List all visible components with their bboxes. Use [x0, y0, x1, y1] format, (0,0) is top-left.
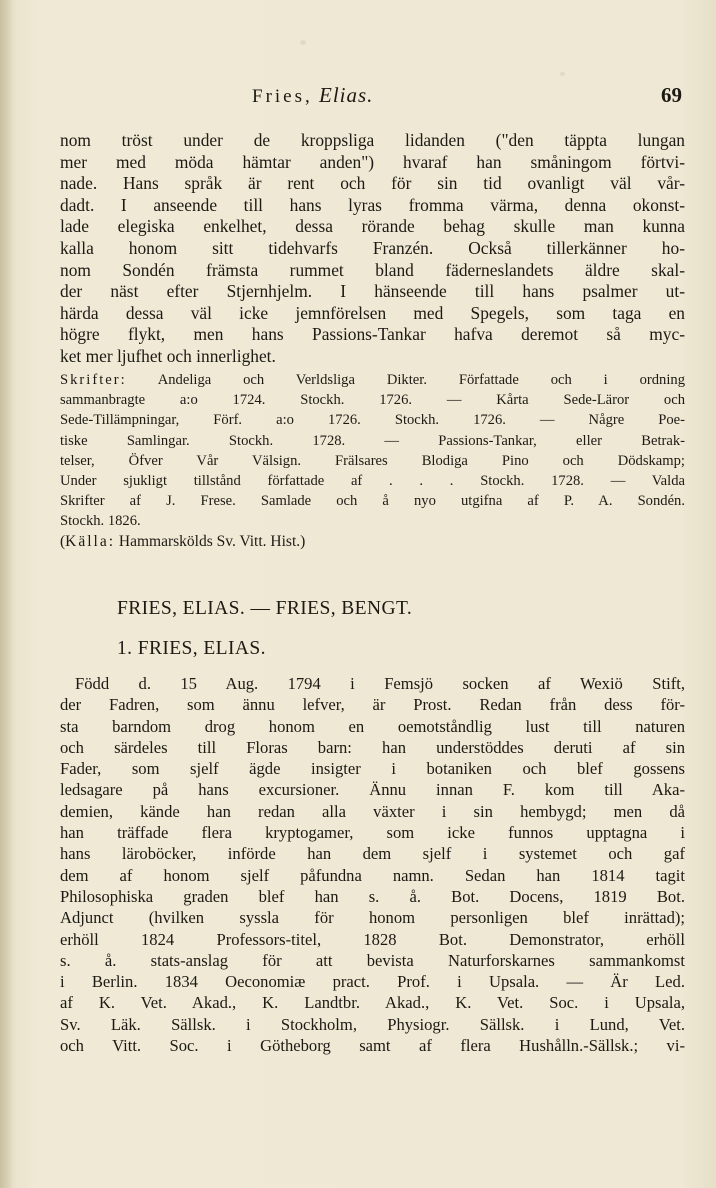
text-line: Philosophiska graden blef han s. å. Bot. Docens, 1819 Bot.: [60, 886, 685, 906]
text-line: Sede-Tillämpningar, Förf. a:o 1726. Stockh. 1726. — Någre Poe-: [60, 412, 685, 429]
text-line: han träffade flera kryptogamer, som icke funnos upptagna i: [60, 823, 685, 843]
text-line: mer med möda hämtar anden") hvaraf han småningom förtvi-: [60, 151, 685, 172]
text-line: telser, Öfver Vår Välsign. Frälsares Blodiga Pino och Dödskamp;: [60, 452, 685, 469]
writings-first-line: [60, 370, 685, 390]
text-line: ket mer ljufhet och innerlighet.: [60, 345, 276, 366]
text-line: af K. Vet. Akad., K. Landtbr. Akad., K. Vet. Soc. i Upsala,: [60, 993, 685, 1013]
writings-label: Skrifter:: [60, 372, 127, 388]
text-line: ledsagare på hans excursioner. Ännu innan F. kom till Aka-: [60, 780, 685, 800]
text-line: Född d. 15 Aug. 1794 i Femsjö socken af Wexiö Stift,: [75, 674, 685, 693]
entry-heading: 1. FRIES, ELIAS.: [117, 638, 266, 659]
text-line: sta barndom drog honom en oemotståndlig lust till naturen: [60, 716, 685, 736]
text-line: kalla honom sitt tidehvarfs Franzén. Också tillerkänner ho-: [60, 237, 685, 258]
writings-list: [60, 370, 685, 552]
text-line: och särdeles till Floras barn: han understöddes deruti af sin: [60, 737, 685, 757]
text-line: erhöll 1824 Professors-titel, 1828 Bot. Demonstrator, erhöll: [60, 929, 685, 949]
text-line: Adjunct (hvilken syssla för honom personligen blef inrättad);: [60, 908, 685, 928]
source-line: [60, 532, 685, 552]
text-line: s. å. stats-anslag för att bevista Naturforskarnes sammankomst: [60, 950, 685, 970]
running-title-firstname: Elias.: [319, 83, 374, 107]
text-line: nom Sondén främsta rummet bland fäderneslandets äldre skal-: [60, 259, 685, 280]
text-line: nade. Hans språk är rent och för sin tid ovanligt väl vår-: [60, 173, 685, 194]
text-line: der näst efter Stjernhjelm. I hänseende till hans psalmer ut-: [60, 281, 685, 302]
text-line: dem af honom sjelf påfundna namn. Sedan han 1814 tagit: [60, 865, 685, 885]
text-line: Fader, som sjelf ägde insigter i botaniken och blef gossens: [60, 759, 685, 779]
text-line: demien, kände han redan alla växter i sin hembygd; men då: [60, 801, 685, 821]
source-text: Hammarskölds Sv. Vitt. Hist.): [118, 532, 306, 550]
running-header: [0, 83, 716, 111]
text-line: sammanbragte a:o 1724. Stockh. 1726. — Kårta Sede-Läror och: [60, 392, 685, 409]
text-line: hans läroböcker, införde han dem sjelf i systemet och gaf: [60, 844, 685, 864]
text-line: Sv. Läk. Sällsk. i Stockholm, Physiogr. Sällsk. i Lund, Vet.: [60, 1014, 685, 1034]
text-line: lade elegiska enkelhet, dessa rörande behag skulle man kunna: [60, 216, 685, 237]
page-number: 69: [661, 83, 682, 107]
text-line: högre flykt, men hans Passions-Tankar hafva deremot så myc-: [60, 324, 685, 345]
text-line: och Vitt. Soc. i Götheborg samt af flera Hushålln.-Sällsk.; vi-: [60, 1036, 685, 1056]
text-line: tiske Samlingar. Stockh. 1728. — Passions-Tankar, eller Betrak-: [60, 432, 685, 449]
foxing-spot: [560, 72, 565, 76]
text-line: Under sjukligt tillstånd författade af . . . Stockh. 1728. — Valda: [60, 472, 685, 489]
text-line: i Berlin. 1834 Oeconomiæ pract. Prof. i Upsala. — Är Led.: [60, 972, 685, 992]
text-line: dadt. I anseende till hans lyras fromma värma, denna okonst-: [60, 194, 685, 215]
source-label: Källa:: [65, 532, 116, 550]
biography-paragraph: [60, 673, 685, 1056]
page-spine-shadow: [0, 0, 12, 1188]
foxing-spot: [300, 40, 306, 45]
writings-text: Andeliga och Verldsliga Dikter. Författade och i ordning: [157, 372, 685, 388]
text-line: Stockh. 1826.: [60, 513, 141, 530]
running-title-name: Fries,: [252, 86, 313, 107]
text-line: nom tröst under de kroppsliga lidanden ("den täppta lungan: [60, 130, 685, 150]
running-title: [252, 83, 373, 108]
text-line: der Fadren, som ännu lefver, är Prost. Redan från dess för-: [60, 695, 685, 715]
text-line: härda dessa väl icke jemnförelsen med Spegels, som taga en: [60, 302, 685, 323]
source-open-paren: (: [60, 532, 66, 550]
section-heading: FRIES, ELIAS. — FRIES, BENGT.: [117, 598, 413, 619]
text-line: Skrifter af J. Frese. Samlade och å nyo utgifna af P. A. Sondén.: [60, 493, 685, 510]
biography-continuation-paragraph: [60, 130, 685, 368]
